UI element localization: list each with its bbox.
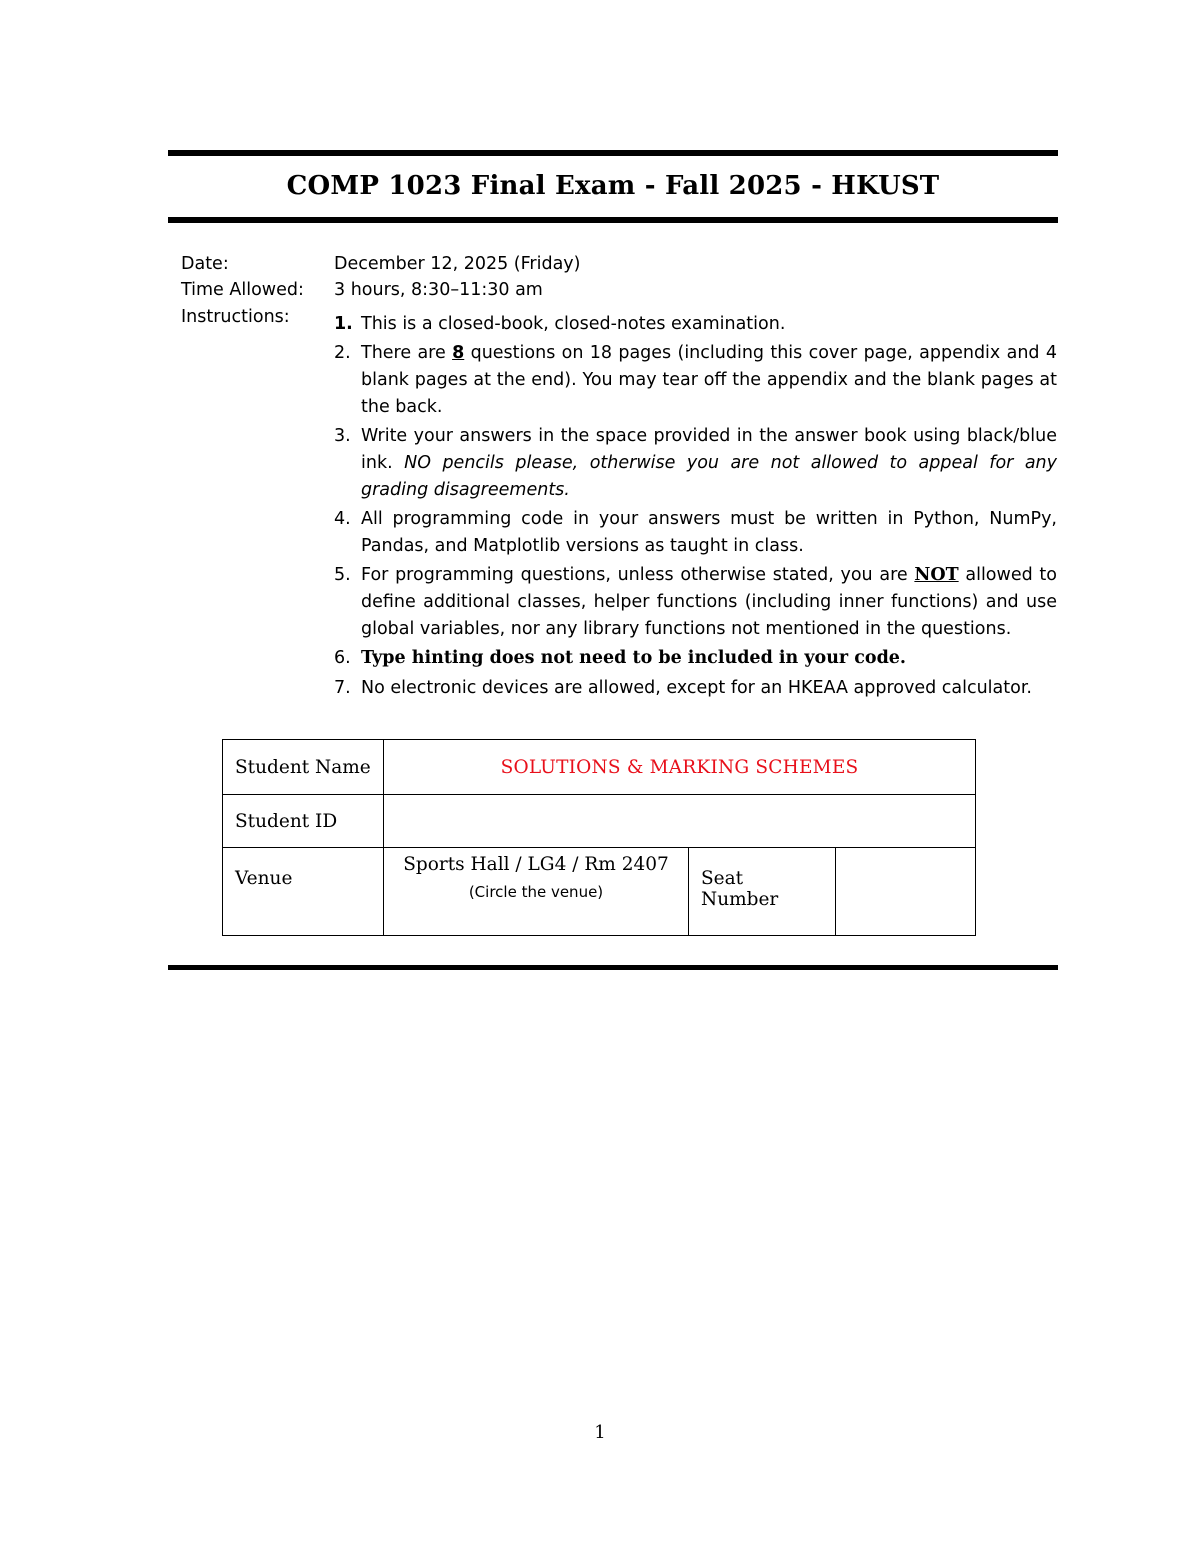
instruction-text: Type hinting does not need to be included in your code. — [361, 648, 907, 668]
seat-number-field — [836, 848, 976, 936]
instruction-number: 7. — [334, 678, 351, 698]
table-row — [223, 848, 976, 936]
instruction-number: 5. — [334, 565, 351, 585]
seat-number-label: Seat Number — [689, 848, 836, 936]
title-underline-rule — [168, 217, 1058, 223]
instruction-text-pre: There are — [361, 343, 453, 363]
instructions-label: Instructions: — [181, 307, 290, 327]
top-rule — [168, 150, 1058, 156]
instruction-item-3 — [334, 423, 1057, 504]
time-allowed-value: 3 hours, 8:30–11:30 am — [334, 280, 543, 300]
instruction-text-pre: Write your answers in the space provided in the answer book using black/blue ink. — [361, 426, 1057, 473]
exam-title: COMP 1023 Final Exam - Fall 2025 - HKUST — [286, 171, 940, 201]
time-allowed-label: Time Allowed: — [181, 280, 304, 300]
instruction-number: 6. — [334, 648, 351, 668]
instruction-text: This is a closed-book, closed-notes examination. — [361, 314, 786, 334]
venue-options — [384, 848, 689, 936]
bottom-rule — [168, 965, 1058, 970]
instruction-number: 3. — [334, 426, 351, 446]
venue-options-text: Sports Hall / LG4 / Rm 2407 — [403, 854, 669, 875]
student-info-table — [222, 739, 976, 936]
page-number: 1 — [594, 1422, 606, 1443]
instruction-text-post: questions on 18 pages (including this cover page, appendix and 4 blank pages at the end). You may tear off the appendix and the blank pages at the back. — [361, 343, 1057, 417]
student-id-field — [384, 795, 976, 848]
instruction-item-5 — [334, 562, 1057, 643]
instruction-text-post: allowed to define additional classes, helper functions (including inner functions) and use global variables, nor any library functions not mentioned in the questions. — [361, 565, 1057, 639]
date-label: Date: — [181, 254, 229, 274]
instruction-number: 2. — [334, 343, 351, 363]
instruction-item-1 — [334, 311, 1057, 338]
instruction-item-2 — [334, 340, 1057, 421]
venue-note: (Circle the venue) — [468, 883, 604, 901]
question-count: 8 — [452, 343, 465, 363]
student-id-label: Student ID — [223, 795, 384, 848]
student-name-label: Student Name — [223, 740, 384, 795]
instruction-number: 1. — [334, 314, 353, 334]
instruction-number: 4. — [334, 509, 351, 529]
instruction-text-pre: For programming questions, unless otherwise stated, you are — [361, 565, 915, 585]
table-row — [223, 740, 976, 795]
table-row — [223, 795, 976, 848]
instruction-italic-warning: NO pencils please, otherwise you are not allowed to appeal for any grading disagreements. — [361, 453, 1058, 500]
instruction-text: All programming code in your answers must be written in Python, NumPy, Pandas, and Matplotlib versions as taught in class. — [361, 509, 1057, 556]
instruction-item-6 — [334, 645, 1057, 672]
not-emphasis: NOT — [914, 565, 959, 585]
date-value: December 12, 2025 (Friday) — [334, 254, 581, 274]
venue-label: Venue — [223, 848, 384, 936]
instruction-item-4 — [334, 506, 1057, 560]
instruction-text: No electronic devices are allowed, except for an HKEAA approved calculator. — [361, 678, 1032, 698]
student-name-value: SOLUTIONS & MARKING SCHEMES — [384, 740, 976, 795]
instruction-item-7 — [334, 675, 1057, 702]
